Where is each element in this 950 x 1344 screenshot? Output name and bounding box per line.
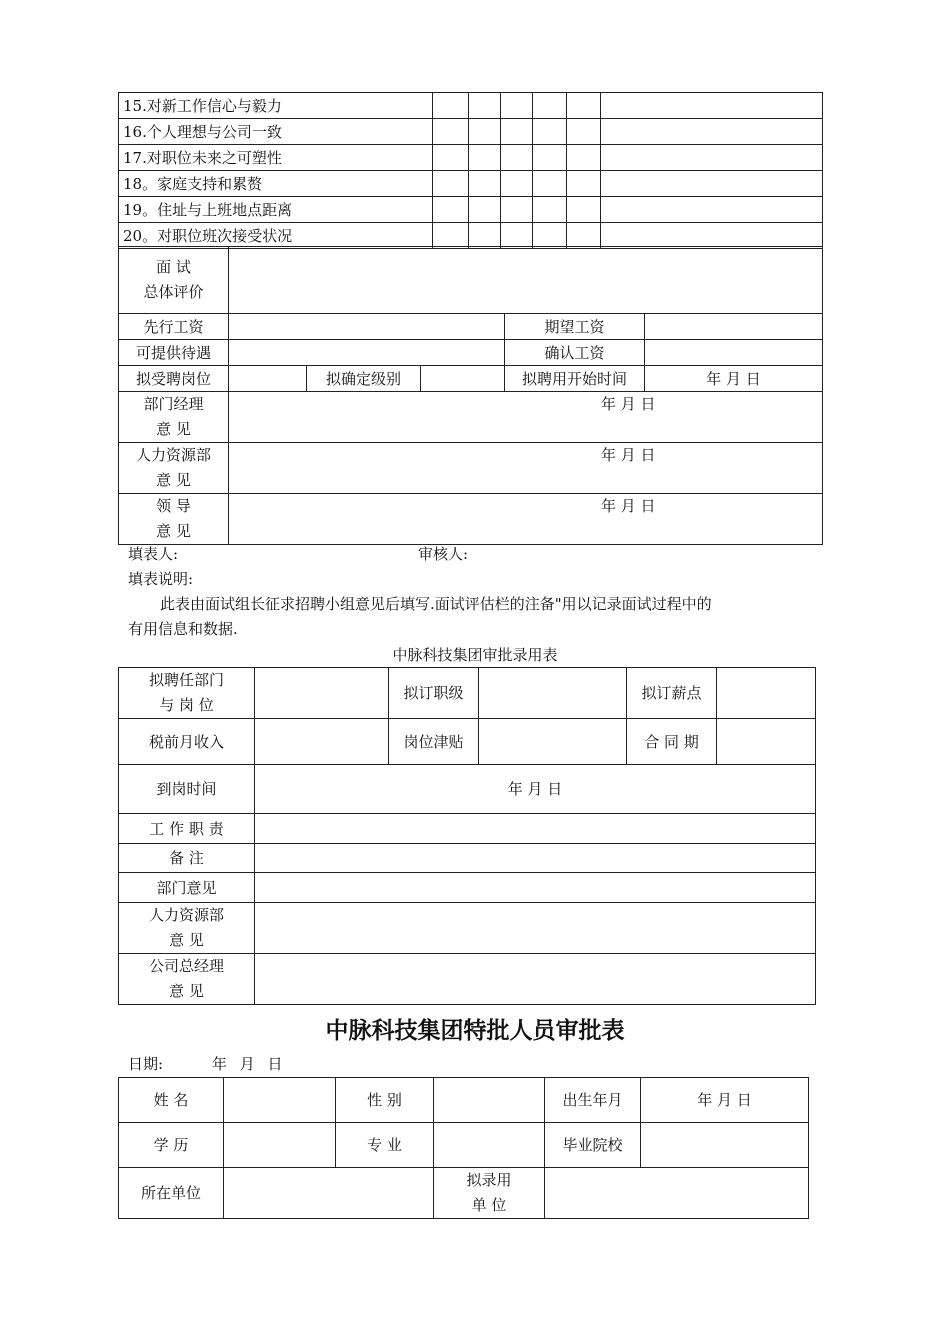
employer-field[interactable] (224, 1168, 434, 1219)
salary-point-field[interactable] (717, 668, 816, 719)
dept-position-field[interactable] (255, 668, 389, 719)
duties-label: 工 作 职 责 (119, 814, 255, 844)
criterion-17: 17.对职位未来之可塑性 (119, 145, 433, 171)
approval-table (118, 667, 816, 1005)
reviewer-label: 审核人: (418, 545, 469, 563)
pretax-income-label: 税前月收入 (119, 719, 255, 765)
contract-period-field[interactable] (717, 719, 816, 765)
current-salary-label: 先行工资 (119, 314, 229, 340)
employer-label: 所在单位 (119, 1168, 224, 1219)
proposed-position-label: 拟受聘岗位 (119, 366, 229, 392)
expected-salary-label: 期望工资 (505, 314, 645, 340)
overall-eval-label: 面 试 总体评价 (119, 247, 229, 314)
interview-summary-table (118, 246, 823, 545)
contract-period-label: 合 同 期 (627, 719, 717, 765)
criterion-16: 16.个人理想与公司一致 (119, 119, 433, 145)
hr-label: 人力资源部 意 见 (119, 443, 229, 494)
arrival-time-date[interactable]: 年 月 日 (255, 765, 816, 814)
post-allowance-label: 岗位津贴 (389, 719, 479, 765)
special-form-title: 中脉科技集团特批人员审批表 (325, 1018, 625, 1044)
criterion-15: 15.对新工作信心与毅力 (119, 93, 433, 119)
grade-label: 拟订职级 (389, 668, 479, 719)
gm-opinion-label: 公司总经理 意 见 (119, 954, 255, 1005)
special-date-label: 日期: (128, 1055, 164, 1073)
filler-label: 填表人: (128, 545, 179, 563)
gender-field[interactable] (434, 1078, 545, 1123)
dept-position-label: 拟聘任部门 与 岗 位 (119, 668, 255, 719)
proposed-level-label: 拟确定级别 (307, 366, 421, 392)
duties-field[interactable] (255, 814, 816, 844)
school-field[interactable] (641, 1123, 809, 1168)
benefits-field[interactable] (229, 340, 505, 366)
grade-field[interactable] (479, 668, 627, 719)
confirmed-salary-field[interactable] (645, 340, 823, 366)
start-time-date[interactable]: 年 月 日 (645, 366, 823, 392)
gender-label: 性 别 (336, 1078, 434, 1123)
overall-eval-field[interactable] (229, 247, 823, 314)
hr-opinion-field[interactable] (255, 903, 816, 954)
pretax-income-field[interactable] (255, 719, 389, 765)
arrival-time-label: 到岗时间 (119, 765, 255, 814)
criterion-18: 18。家庭支持和累赘 (119, 171, 433, 197)
education-field[interactable] (224, 1123, 336, 1168)
remarks-field[interactable] (255, 844, 816, 873)
post-allowance-field[interactable] (479, 719, 627, 765)
dept-manager-label: 部门经理 意 见 (119, 392, 229, 443)
dept-opinion-label: 部门意见 (119, 873, 255, 903)
current-salary-field[interactable] (229, 314, 505, 340)
remarks-label: 备 注 (119, 844, 255, 873)
approval-form-title: 中脉科技集团审批录用表 (392, 646, 558, 664)
school-label: 毕业院校 (545, 1123, 641, 1168)
instructions-body-2: 有用信息和数据. (128, 620, 238, 638)
gm-opinion-field[interactable] (255, 954, 816, 1005)
education-label: 学 历 (119, 1123, 224, 1168)
leader-opinion[interactable]: 年 月 日 (229, 494, 823, 545)
major-field[interactable] (434, 1123, 545, 1168)
name-field[interactable] (224, 1078, 336, 1123)
birth-field[interactable]: 年 月 日 (641, 1078, 809, 1123)
name-label: 姓 名 (119, 1078, 224, 1123)
special-date-value[interactable]: 年 月 日 (212, 1055, 283, 1073)
hire-unit-label: 拟录用 单 位 (434, 1168, 545, 1219)
hr-opinion[interactable]: 年 月 日 (229, 443, 823, 494)
instructions-title: 填表说明: (128, 570, 194, 588)
salary-point-label: 拟订薪点 (627, 668, 717, 719)
criterion-20: 20。对职位班次接受状况 (119, 223, 433, 249)
proposed-position-field[interactable] (229, 366, 307, 392)
leader-label: 领 导 意 见 (119, 494, 229, 545)
dept-opinion-field[interactable] (255, 873, 816, 903)
expected-salary-field[interactable] (645, 314, 823, 340)
confirmed-salary-label: 确认工资 (505, 340, 645, 366)
criterion-19: 19。住址与上班地点距离 (119, 197, 433, 223)
birth-label: 出生年月 (545, 1078, 641, 1123)
start-time-label: 拟聘用开始时间 (505, 366, 645, 392)
special-table (118, 1077, 809, 1219)
hire-unit-field[interactable] (545, 1168, 809, 1219)
proposed-level-field[interactable] (421, 366, 505, 392)
instructions-body-1: 此表由面试组长征求招聘小组意见后填写.面试评估栏的注备"用以记录面试过程中的 (160, 595, 712, 613)
benefits-label: 可提供待遇 (119, 340, 229, 366)
dept-manager-opinion[interactable]: 年 月 日 (229, 392, 823, 443)
interview-criteria-table (118, 92, 823, 249)
hr-opinion-label: 人力资源部 意 见 (119, 903, 255, 954)
major-label: 专 业 (336, 1123, 434, 1168)
